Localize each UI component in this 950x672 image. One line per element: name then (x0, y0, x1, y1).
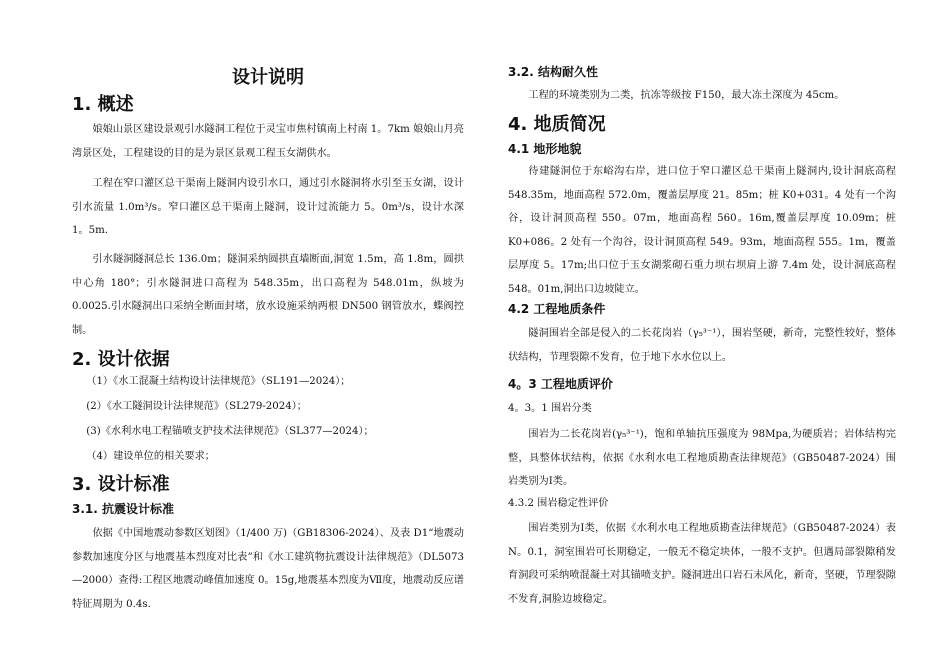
document-title: 设计说明 (232, 67, 304, 88)
section-4-2-paragraph: 隧洞围岩全部是侵入的二长花岗岩（γ₅³⁻¹），围岩坚硬，新奇，完整性较好，整体状结构，节理裂隙不发育，位于地下水水位以上。 (508, 328, 896, 363)
reference-item-1: （1）《水工混凝土结构设计法律规范》（SL191—2024）； (86, 376, 351, 387)
section-4-3-1-heading: 4。3。1 围岩分类 (508, 403, 592, 414)
section-4-2-heading: 4.2 工程地质条件 (508, 302, 606, 316)
section-4-1-paragraph: 待建隧洞位于东峪沟右岸，进口位于窄口灌区总干渠南上隧洞内,设计洞底高程 548.35m，地面高程 572.0m，覆盖层厚度 21。85m；桩 K0+031。4 处有一个沟谷，设计洞顶高程 550。07m，地面高程 560。16m,覆盖层厚度 10.09m；桩 K0+086。2 处有一个沟谷，设计洞顶高程 549。93m，地面高程 555。1m，覆盖层厚度 5。17m;出口位于玉女湖浆砌石重力坝右坝肩上游 7.4m 处，设计洞底高程 548。01m,洞出口边坡陡立。 (508, 166, 896, 295)
section-1-paragraph-2: 工程在窄口灌区总干渠南上隧洞内设引水口，通过引水隧洞将水引至玉女湖，设计引水流量 1.0m³/s。窄口灌区总干渠南上隧洞，设计过流能力 5。0m³/s，设计水深 1。5m. (72, 178, 464, 236)
section-3-1-paragraph: 依据《中国地震动参数区划图》（1/400 万)（GB18306-2024）、及表 D1“地震动参数加速度分区与地震基本烈度对比表”和《水工建筑物抗震设计法律规范》（DL5073—2000）查得:工程区地震动峰值加速度 0。15g,地震基本烈度为Ⅶ度，地震动反应谱特征周期为 0.4s. (72, 528, 464, 610)
section-3-2-paragraph: 工程的环境类别为二类，抗冻等级按 F150，最大冻土深度为 45cm。 (528, 90, 845, 101)
reference-item-2: (2）《水工隧洞设计法律规范》（SL279-2024）； (86, 401, 307, 412)
section-4-1-heading: 4.1 地形地貌 (508, 142, 582, 156)
section-1-paragraph-3: 引水隧洞隧洞总长 136.0m；隧洞采纳圆拱直墙断面,洞宽 1.5m，高 1.8m，圆拱中心角 180°；引水隧洞进口高程为 548.35m，出口高程为 548.01m，纵坡为 0.0025.引水隧洞出口采纳全断面封堵，放水设施采纳两根 DN500 钢管放水，蝶阀控制。 (72, 254, 464, 336)
reference-item-3: (3)《水利水电工程锚喷支护技术法律规范》（SL377—2024）； (86, 426, 374, 437)
section-4-3-1-paragraph: 围岩为二长花岗岩(γ₅³⁻¹)，饱和单轴抗压强度为 98Mpa,为硬质岩；岩体结构完整，具整体状结构，依据《水利水电工程地质勘查法律规范》（GB50487-2024）围岩类别为Ⅰ类。 (508, 429, 896, 487)
section-1-paragraph-1: 娘娘山景区建设景观引水隧洞工程位于灵宝市焦村镇南上村南 1。7km 娘娘山月亮湾景区处，工程建设的目的是为景区景观工程玉女湖供水。 (72, 124, 464, 159)
section-1-heading: 1. 概述 (72, 94, 134, 115)
section-4-3-2-paragraph: 围岩类别为Ⅰ类，依据《水利水电工程地质勘查法律规范》（GB50487-2024）表 N。0.1，洞室围岩可长期稳定，一般无不稳定块体，一般不支护。但遇局部裂隙稍发育洞段可采纳喷混凝土对其锚喷支护。隧洞进出口岩石未风化，新奇，坚硬，节理裂隙不发育,洞脸边坡稳定。 (508, 523, 896, 605)
section-3-heading: 3. 设计标准 (72, 474, 170, 495)
section-4-3-2-heading: 4.3.2 围岩稳定性评价 (508, 498, 609, 509)
section-3-1-heading: 3.1. 抗震设计标准 (72, 502, 174, 516)
section-3-2-heading: 3.2. 结构耐久性 (508, 65, 598, 79)
reference-item-4: （4）建设单位的相关要求； (86, 451, 215, 462)
section-2-heading: 2. 设计依据 (72, 349, 170, 370)
section-4-heading: 4. 地质简况 (508, 114, 606, 135)
section-4-3-heading: 4。3 工程地质评价 (508, 377, 613, 391)
